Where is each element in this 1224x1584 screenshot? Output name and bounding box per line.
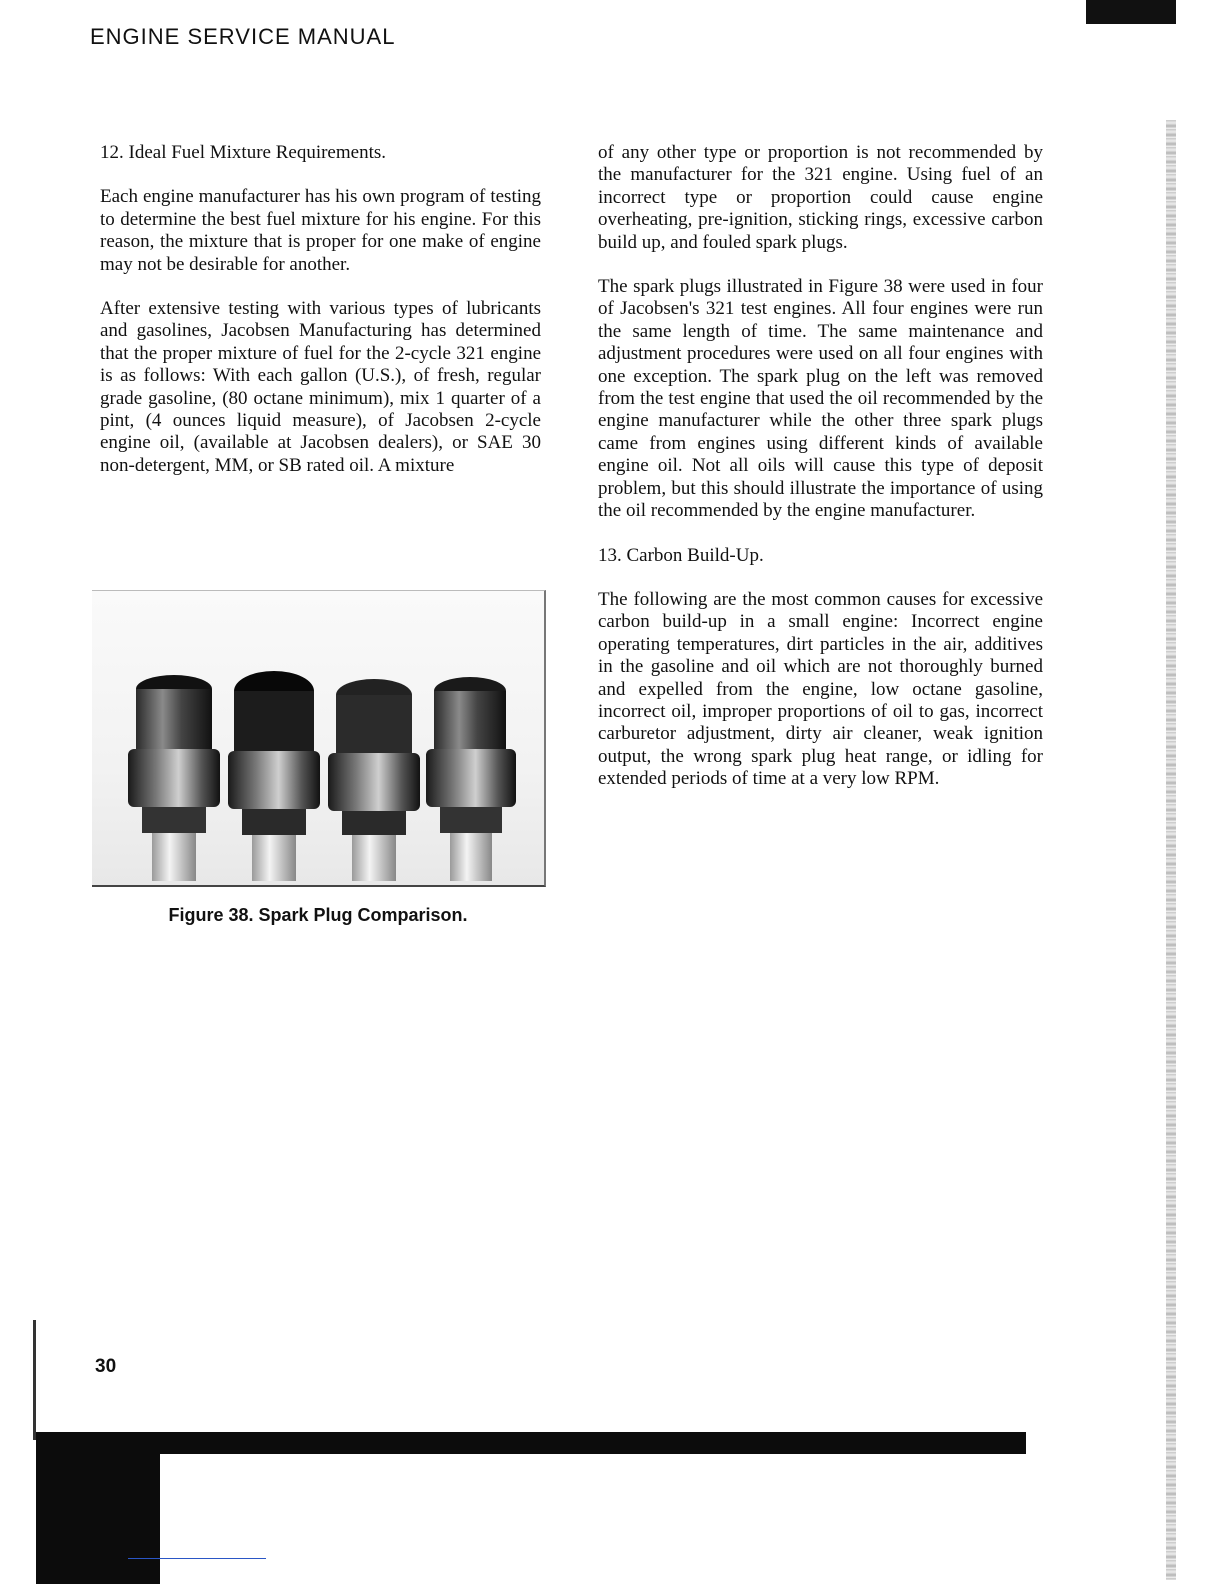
paragraph-carbon-causes: The following are the most common causes for excessive carbon build-up in a small engine: Incorrect engine operating temperatures, dirt particles in the air, additives in the gasoline and oil which are not thoroughly burned and expelled from the engine, low octane gasoline, incorrect oil, improper proportions of oil to gas, incorrect carburetor adjustment, dirty air cleaner, weak ignition output, the wrong spark plug heat range, or idling for extended periods of time at a very low RPM.: [598, 588, 1043, 790]
scan-artifact-line: [128, 1558, 266, 1559]
scan-shadow-bottom-left: [36, 1440, 160, 1584]
paragraph-program-testing: Each engine manufacturer has his own program of testing to determine the best fuel mixture for his engine. For this reason, the mixture that is proper for one make of engine may not be desirable for another.: [100, 186, 541, 275]
page-number: 30: [95, 1356, 117, 1377]
spark-plug-2: [228, 671, 320, 881]
spark-plug-1: [128, 675, 220, 881]
paragraph-spark-plugs: The spark plugs illustrated in Figure 38 were used in four of Jacobsen's 321 test engines. All four engines were run the same length of time. The same maintenance and adjustment procedures were used on all four engines with one exception. The spark plug on the left was removed from the test engine that used the oil recommended by the engine manufacturer while the other three spark plugs came from engines using different kinds of available engine oil. Not all oils will cause this type of deposit problem, but this should illustrate the importance of using the oil recommended by the engine manufacturer.: [598, 276, 1043, 522]
spark-plug-4: [426, 677, 516, 881]
section-13-heading: 13. Carbon Build-Up.: [598, 544, 764, 566]
figure-38-photo: [92, 590, 546, 887]
right-column: [598, 142, 1043, 813]
page-header-title: ENGINE SERVICE MANUAL: [90, 24, 396, 49]
spark-plug-3: [328, 679, 420, 881]
spark-plugs-photo: [92, 591, 544, 885]
scan-shadow-bottom: [36, 1432, 1026, 1454]
section-12-heading: 12. Ideal Fuel Mixture Requirements.: [100, 142, 386, 163]
scan-edge-left: [33, 1320, 36, 1440]
paragraph-fuel-mixture: After extensive testing with various types of lubricants and gasolines, Jacobsen Manufacturing has determined that the proper mixture of fuel for the 2-cycle 321 engine is as follows: With each gallon (U.S.), of fresh, regular grade gasoline, (80 octane minimum), mix 1 quarter of a pint, (4 ounces liquid measure), of Jacobsen 2-cycle engine oil, (available at Jacobsen dealers), or SAE 30 non-detergent, MM, or SB rated oil. A mixture: [100, 298, 541, 476]
figure-38-caption: Figure 38. Spark Plug Comparison.: [168, 905, 468, 925]
paragraph-continued-mixture: of any other type or proportion is not recommended by the manufacturer for the 321 engine. Using fuel of an incorrect type or proportion could cause engine overheating, pre-ignition, sticking rings, excessive carbon build up, and fouled spark plugs.: [598, 142, 1043, 253]
left-column: [100, 142, 541, 499]
scan-edge-right: [1166, 120, 1176, 1580]
scan-shadow-top-right: [1086, 0, 1176, 24]
